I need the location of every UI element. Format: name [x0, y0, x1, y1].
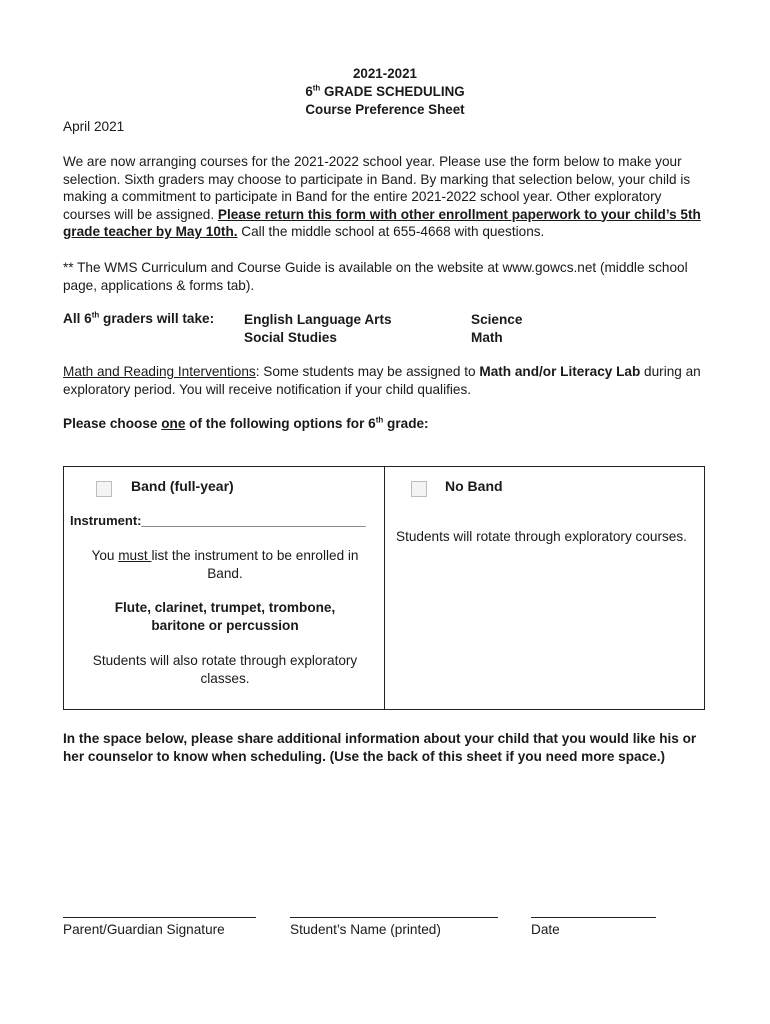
date-line[interactable]: [531, 916, 656, 918]
no-band-rotate-note: Students will rotate through exploratory courses.: [396, 529, 687, 544]
band-must-note: You must list the instrument to be enrolled in Band.: [91, 548, 359, 581]
curriculum-guide-note: ** The WMS Curriculum and Course Guide is available on the website at www.gowcs.net (middle school page, applications & forms tab).: [63, 260, 688, 293]
intro-paragraph: We are now arranging courses for the 2021-2022 school year. Please use the form below to make your selection. Sixth graders may choose to participate in Band. By marking that selection below, your child is making a commitment to participate in Band for the entire 2021-2022 school year. Other exploratory courses will be assigned. Please return this form with other enrollment paperwork to your child’s 5th grade teacher by May 10th. Call the middle school at 655-4668 with questions.: [63, 154, 701, 239]
instrument-field[interactable]: Instrument:_______________________________: [70, 513, 366, 528]
choose-option-instruction: Please choose one of the following options for 6th grade:: [63, 415, 429, 431]
required-courses-label: All 6th graders will take:: [63, 310, 215, 326]
sheet-subtitle: Course Preference Sheet: [305, 102, 465, 117]
course-item: English Language Arts: [244, 312, 392, 327]
additional-info-prompt: In the space below, please share additional information about your child that you would like his or her counselor to know when scheduling. (Use the back of this sheet if you need more space.): [63, 731, 697, 764]
additional-info-area[interactable]: [63, 775, 705, 905]
table-divider: [384, 467, 385, 709]
parent-signature-line[interactable]: [63, 916, 256, 918]
band-rotate-note: Students will also rotate through exploratory classes.: [92, 653, 358, 686]
student-name-line[interactable]: [290, 916, 498, 918]
no-band-checkbox[interactable]: [411, 481, 427, 497]
student-name-label: Student’s Name (printed): [290, 922, 441, 937]
school-year-heading: 2021-2021: [352, 66, 418, 81]
band-option-title: Band (full-year): [131, 478, 234, 494]
interventions-paragraph: Math and Reading Interventions: Some students may be assigned to Math and/or Literacy Lab during an exploratory period. You will receive notification if your child qualifies.: [63, 364, 701, 397]
instrument-list: Flute, clarinet, trumpet, trombone, baritone or percussion: [114, 600, 336, 633]
document-date: April 2021: [63, 119, 125, 134]
band-options-table: [63, 466, 705, 710]
parent-signature-label: Parent/Guardian Signature: [63, 922, 225, 937]
no-band-option-title: No Band: [445, 478, 503, 494]
required-courses-col2: [471, 311, 522, 346]
date-label: Date: [531, 922, 560, 937]
required-courses-col1: [244, 311, 392, 346]
course-item: Science: [471, 312, 523, 327]
band-checkbox[interactable]: [96, 481, 112, 497]
return-deadline: Please return this form with other enrollment paperwork to your child’s 5th grade teacher by May 10th.: [63, 206, 701, 239]
course-item: Social Studies: [244, 329, 337, 345]
scheduling-heading: 6th GRADE SCHEDULING: [305, 83, 465, 99]
course-item: Math: [471, 329, 503, 345]
